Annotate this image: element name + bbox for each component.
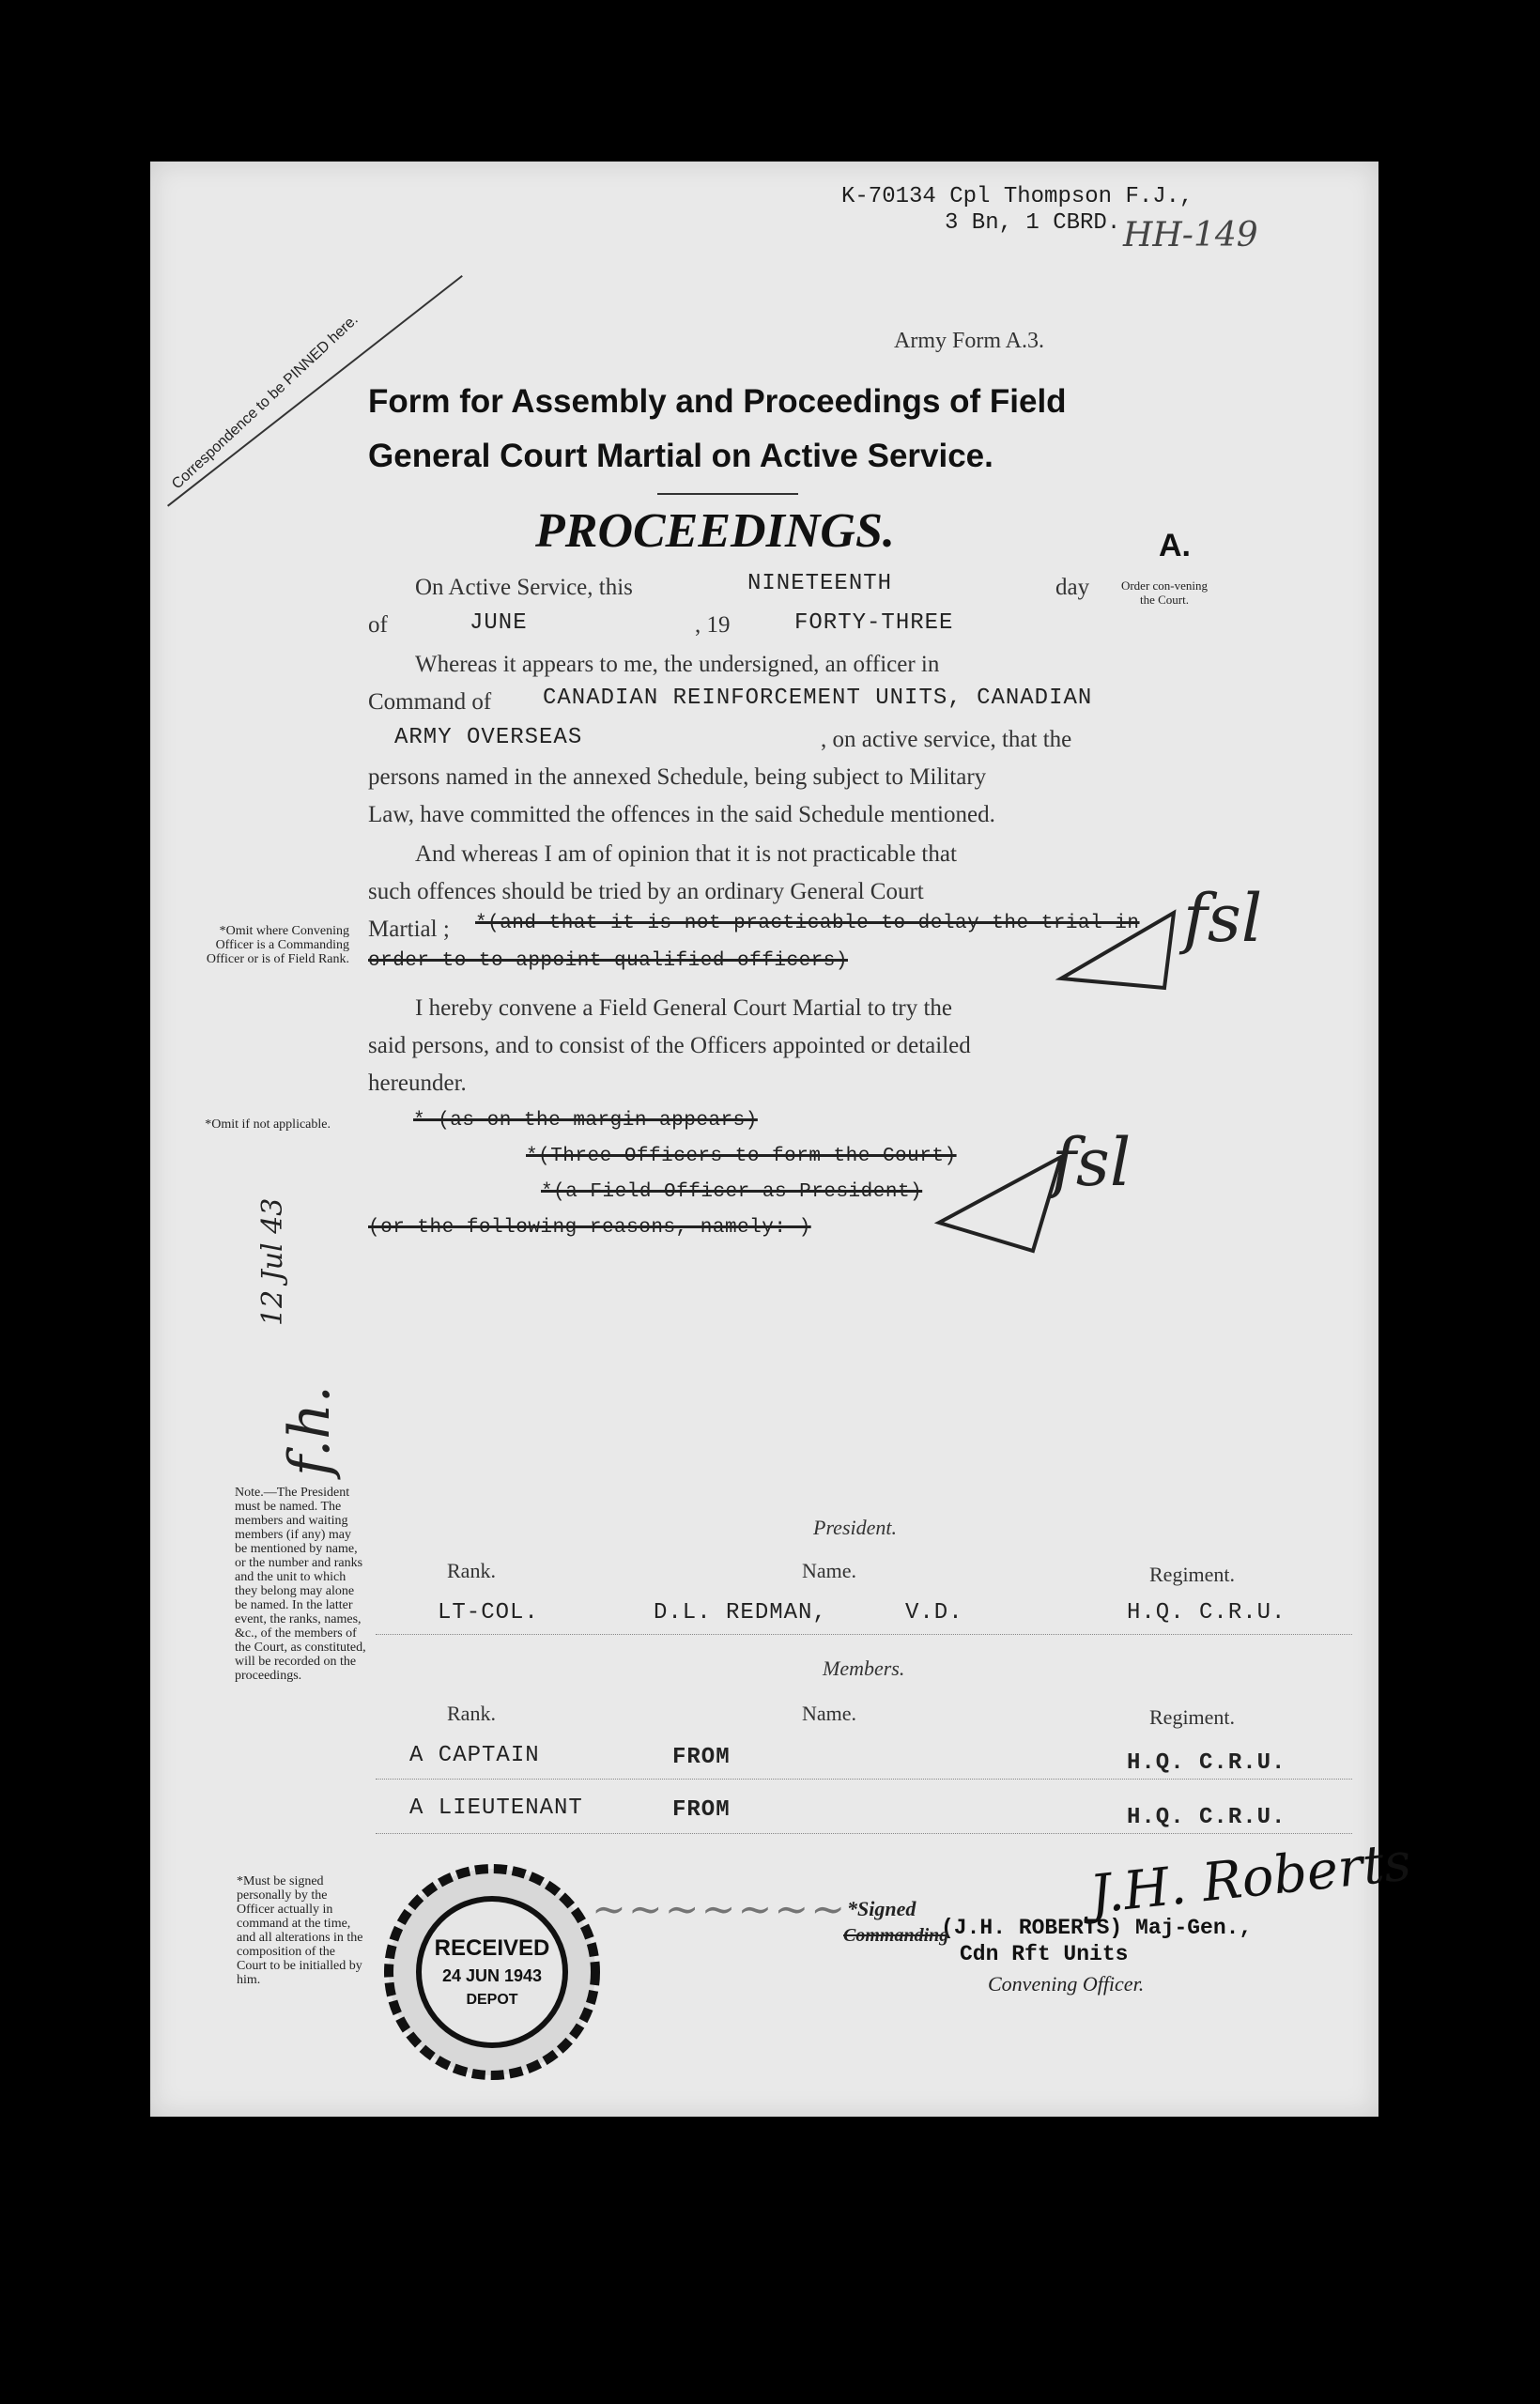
commanding-label: Commanding [843,1925,949,1946]
command-prefix: Command of [368,689,492,715]
president-regiment-label: Regiment. [1149,1563,1236,1586]
received-stamp [383,1863,601,2081]
stamp-date-text: 24 JUN 1943 [441,1966,543,1985]
and-whereas-line-2: such offences should be tried by an ordinary General Court [368,879,924,904]
section-letter: A. [1159,528,1191,563]
date-day: NINETEENTH [747,571,893,596]
hereby-line-1: I hereby convene a Field General Court Martial to try the [415,995,953,1021]
margin-handwritten-initials [244,1176,376,1533]
whereas-line-5: Law, have committed the offences in the said Schedule mentioned. [368,802,995,827]
initials-mark-2 [920,1101,1221,1260]
reference-line-1: K-70134 Cpl Thompson F.J., [841,184,1194,209]
members-regiment-label: Regiment. [1149,1705,1236,1729]
margin-note-signed: *Must be signed personally by the Officer actually in command at the time, and all alterations in the composition of the Court to be initialled by him. [237,1874,363,1987]
president-name: D.L. REDMAN, [654,1600,827,1626]
signature-unit: Cdn Rft Units [960,1942,1129,1966]
member-1-rank: A CAPTAIN [409,1743,540,1768]
whereas-line-3-suffix: , on active service, that the [821,727,1072,752]
correspondence-note: Correspondence to be PINNED here. [169,311,362,493]
member-1-name: FROM [672,1745,731,1770]
margin-note-omit-where: *Omit where Convening Officer is a Commanding Officer or is of Field Rank. [206,924,349,966]
president-heading: President. [813,1516,897,1539]
margin-note-omit-if: *Omit if not applicable. [205,1117,331,1132]
struck-clause-line-1: *(and that it is not practicable to delay the trial in [475,913,1140,934]
command-typed: CANADIAN REINFORCEMENT UNITS, CANADIAN [543,686,1093,711]
president-rule [376,1634,1352,1635]
struck-option-1: * (as on the margin appears) [413,1110,758,1132]
president-regiment: H.Q. C.R.U. [1127,1600,1286,1626]
president-rank: LT-COL. [438,1600,539,1626]
whereas-line-1: Whereas it appears to me, the undersigned, an officer in [415,652,940,677]
members-heading: Members. [823,1657,905,1680]
signed-label: *Signed [847,1897,916,1920]
struck-option-2: *(Three Officers to form the Court) [526,1146,957,1167]
handwritten-code: HH-149 [1123,216,1258,254]
svg-text:fsl: fsl [1052,1124,1132,1201]
and-whereas-line-1: And whereas I am of opinion that it is not practicable that [415,841,957,867]
stamp-received-text: RECEIVED [434,1935,550,1961]
date-of: of [368,612,388,638]
member-2-rank: A LIEUTENANT [409,1795,583,1821]
date-day-suffix: day [1055,575,1090,600]
hereby-line-3: hereunder. [368,1071,467,1096]
margin-note-president: Note.—The President must be named. The members and waiting members (if any) may be mentioned by name, or the number and ranks and the unit to which they belong may alone be named. In the latter event, the ranks, names, &c., of the members of the Court, as constituted, will be recorded on the proceedings. [235,1486,366,1683]
members-name-label: Name. [802,1702,857,1725]
convening-officer-label: Convening Officer. [988,1972,1145,1996]
svg-text:fsl: fsl [1183,880,1263,957]
member-2-name: FROM [672,1797,731,1823]
svg-text:12 Jul 43: 12 Jul 43 [256,1197,289,1326]
stamp-depot-text: DEPOT [466,1992,518,2008]
president-rank-label: Rank. [447,1559,496,1582]
member-2-regiment: H.Q. C.R.U. [1127,1805,1286,1830]
member-1-rule [376,1779,1352,1780]
president-name-label: Name. [802,1559,857,1582]
army-form-label: Army Form A.3. [894,329,1045,353]
struck-option-4: (or the following reasons, namely:-) [368,1217,811,1239]
initials-mark-1 [1042,856,1277,1007]
and-whereas-line-3-prefix: Martial ; [368,917,450,942]
section-note: Order con-vening the Court. [1120,578,1209,607]
svg-text:f.h.: f.h. [277,1385,343,1476]
date-month: JUNE [470,610,528,636]
reference-line-2: 3 Bn, 1 CBRD. [945,210,1121,236]
proceedings-heading: PROCEEDINGS. [535,504,895,558]
date-prefix: On Active Service, this [415,575,633,600]
struck-clause-line-2: order to to appoint qualified officers) [368,950,848,972]
date-century: , 19 [695,612,731,638]
members-rank-label: Rank. [447,1702,496,1725]
member-2-rule [376,1833,1352,1834]
whereas-line-4: persons named in the annexed Schedule, being subject to Military [368,764,987,790]
title-rule [657,493,798,495]
signature-handwritten: J.H. Roberts [1086,1831,1414,1926]
form-title-line-2: General Court Martial on Active Service. [368,438,993,474]
date-year: FORTY-THREE [794,610,954,636]
command-typed-2: ARMY OVERSEAS [394,725,583,750]
hereby-line-2: said persons, and to consist of the Officers appointed or detailed [368,1033,971,1058]
signature-typed: (J.H. ROBERTS) Maj-Gen., [941,1916,1253,1940]
document-page [150,162,1414,2117]
faint-handwriting: ~~~~~~~ [592,1886,848,1934]
member-1-regiment: H.Q. C.R.U. [1127,1750,1286,1776]
struck-option-3: *(a Field Officer as President) [541,1181,923,1203]
form-title-line-1: Form for Assembly and Proceedings of Field [368,383,1067,420]
president-honours: V.D. [905,1600,963,1626]
